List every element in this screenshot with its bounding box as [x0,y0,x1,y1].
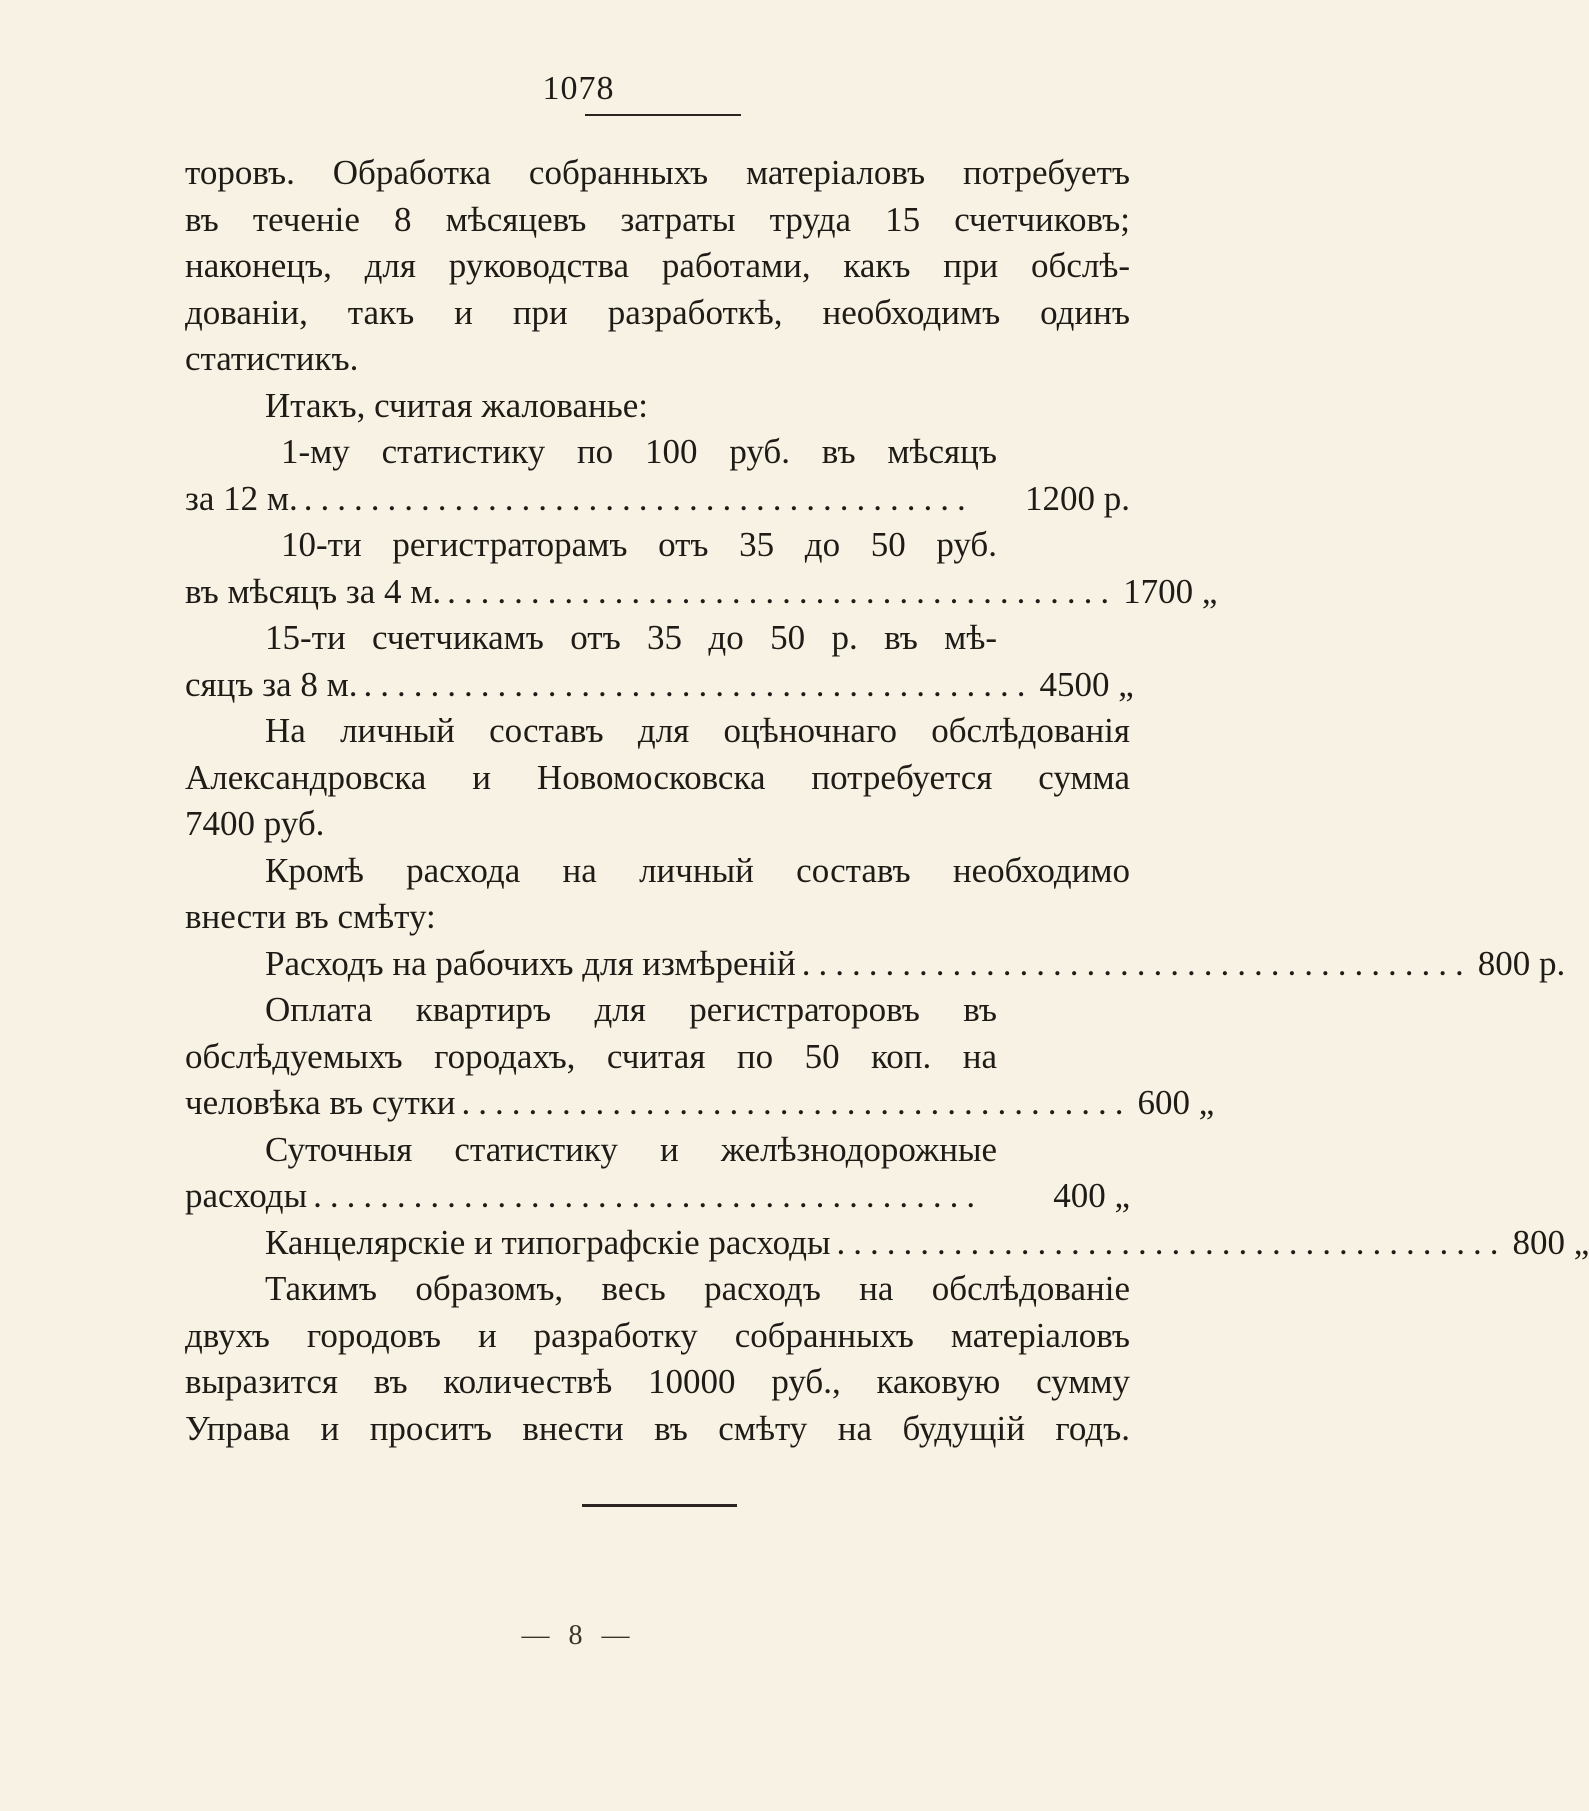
dot-leader: ........................................ [461,1083,1132,1122]
text-line: Александровска и Новомосковска потребуется сумма [185,757,1130,797]
expense-amount: 4500 „ [1039,664,1134,704]
text-line: Оплата квартиръ для регистраторовъ въ [265,990,997,1029]
text-line: 15-ти счетчикамъ отъ 35 до 50 р. въ мѣ- [265,618,997,657]
expense-amount: 800 „ [1512,1222,1589,1262]
dot-leader: ........................................ [836,1222,1507,1262]
expense-line-travel [185,1173,1130,1220]
text-line: На личный составъ для оцѣночнаго обслѣдованія [265,711,1130,750]
expense-label: сяцъ за 8 м. [185,664,358,704]
text-line: Кромѣ расхода на личный составъ необходимо [265,850,1130,890]
document-body [185,150,1589,1452]
text-line: Такимъ образомъ, весь расходъ на обслѣдованіе [265,1269,1130,1308]
expense-line-office [185,1220,1589,1267]
dot-leader: ........................................ [801,943,1472,983]
dot-leader: ........................................ [303,478,974,518]
expense-line-registrars [185,569,1218,616]
expense-line-counters [185,662,1134,709]
text-line: наконецъ, для руководства работами, какъ при обслѣ- [185,246,1130,285]
expense-label: человѣка въ сутки [185,1083,456,1122]
text-line: Суточныя статистику и желѣзнодорожные [265,1129,997,1169]
expense-line-statistician [185,476,1130,523]
dot-leader: ........................................ [447,571,1118,611]
text-line: выразится въ количествѣ 10000 руб., каковую сумму [185,1362,1130,1401]
text-line: статистикъ. [185,339,359,378]
text-line: въ теченіе 8 мѣсяцевъ затраты труда 15 счетчиковъ; [185,199,1130,239]
text-line: Итакъ, считая жалованье: [265,385,648,425]
page-number: 1078 [542,70,615,107]
expense-label: Расходъ на рабочихъ для измѣреній [265,943,796,983]
text-line: 1-му статистику по 100 руб. въ мѣсяцъ [281,432,997,471]
text-line: дованіи, такъ и при разработкѣ, необходимъ одинъ [185,292,1130,332]
text-line: обслѣдуемыхъ городахъ, считая по 50 коп. на [185,1036,997,1076]
text-line: двухъ городовъ и разработку собранныхъ матеріаловъ [185,1315,1130,1355]
expense-line-workers [185,941,1566,988]
text-line: Управа и проситъ внести въ смѣту на будущій годъ. [185,1408,1130,1448]
expense-label: Канцелярскіе и типографскіе расходы [265,1222,831,1262]
expense-amount: 400 „ [1053,1176,1130,1215]
dot-leader: ........................................ [363,664,1034,704]
header-rule [585,114,741,116]
expense-line-lodging [185,1080,1215,1127]
text-line: 7400 руб. [185,804,325,843]
expense-amount: 600 „ [1137,1083,1215,1122]
expense-amount: 800 р. [1477,943,1566,983]
expense-label: въ мѣсяцъ за 4 м. [185,571,442,611]
dot-leader: ........................................ [313,1176,984,1215]
expense-amount: 1700 „ [1123,571,1218,611]
expense-label: расходы [185,1176,308,1215]
signature-mark: — 8 — [521,1620,636,1651]
expense-label: за 12 м. [185,478,298,518]
text-line: 10-ти регистраторамъ отъ 35 до 50 руб. [281,525,997,564]
text-line: торовъ. Обработка собранныхъ матеріаловъ потребуетъ [185,153,1130,192]
text-line: внести въ смѣту: [185,897,436,936]
expense-amount: 1200 р. [1025,478,1130,518]
footer-rule [582,1504,737,1507]
